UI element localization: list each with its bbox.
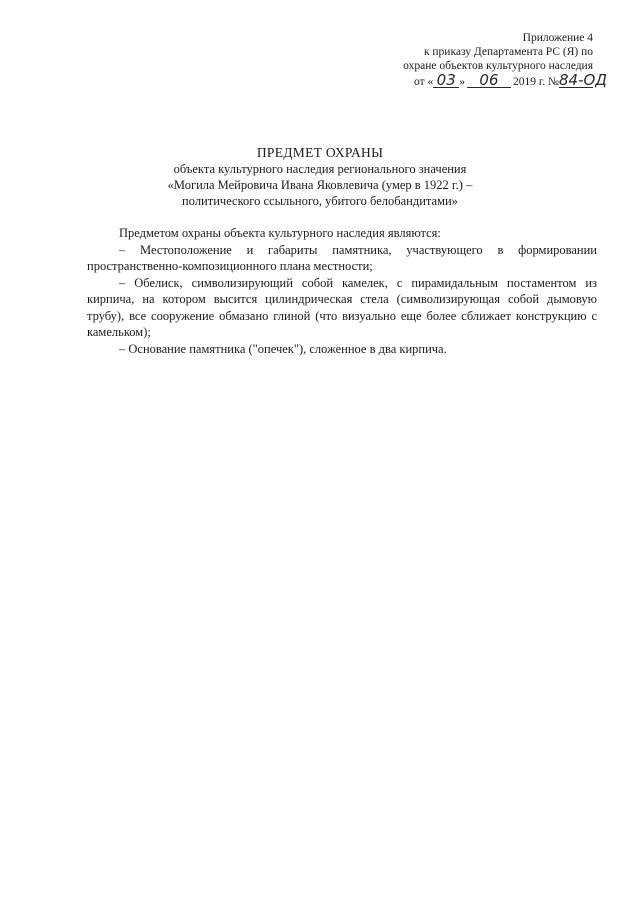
department-name: охране объектов культурного наследия xyxy=(403,60,593,72)
document-body xyxy=(87,225,597,357)
order-reference: к приказу Департамента РС (Я) по xyxy=(423,46,593,58)
body-item-obelisk: – Обелиск, символизирующий собой камелек, с пирамидальным постаментом из кирпича, на котором высится цилиндрическая стела (символизирующая собой дымовую трубу), все сооружение обмазано глиной (что визуально еще более сближает конструкцию с камельком); xyxy=(87,275,597,339)
date-mid: » xyxy=(459,76,465,88)
handwritten-day: 03 xyxy=(433,73,459,88)
title-line-3: политического ссыльного, убитого белобандитами» xyxy=(182,194,458,208)
body-intro: Предметом охраны объекта культурного наследия являются: xyxy=(119,226,441,240)
appendix-header xyxy=(343,31,608,89)
handwritten-order-number: 84-ОД xyxy=(559,71,608,89)
order-date-line xyxy=(343,71,608,89)
document-title xyxy=(60,145,580,209)
date-prefix: от « xyxy=(413,76,434,88)
title-line-1: объекта культурного наследия регионального значения xyxy=(173,162,467,176)
year-number-label: 2019 г. № xyxy=(512,76,559,88)
body-item-location: – Местоположение и габариты памятника, участвующего в формировании пространственно-композиционного плана местности; xyxy=(87,242,597,273)
appendix-label: Приложение 4 xyxy=(522,32,593,44)
title-line-2: «Могила Мейровича Ивана Яковлевича (умер в 1922 г.) – xyxy=(167,178,473,192)
title-heading: ПРЕДМЕТ ОХРАНЫ xyxy=(256,145,384,160)
body-item-base: – Основание памятника ("опечек"), сложенное в два кирпича. xyxy=(119,341,447,356)
handwritten-month: 06 xyxy=(467,73,511,88)
